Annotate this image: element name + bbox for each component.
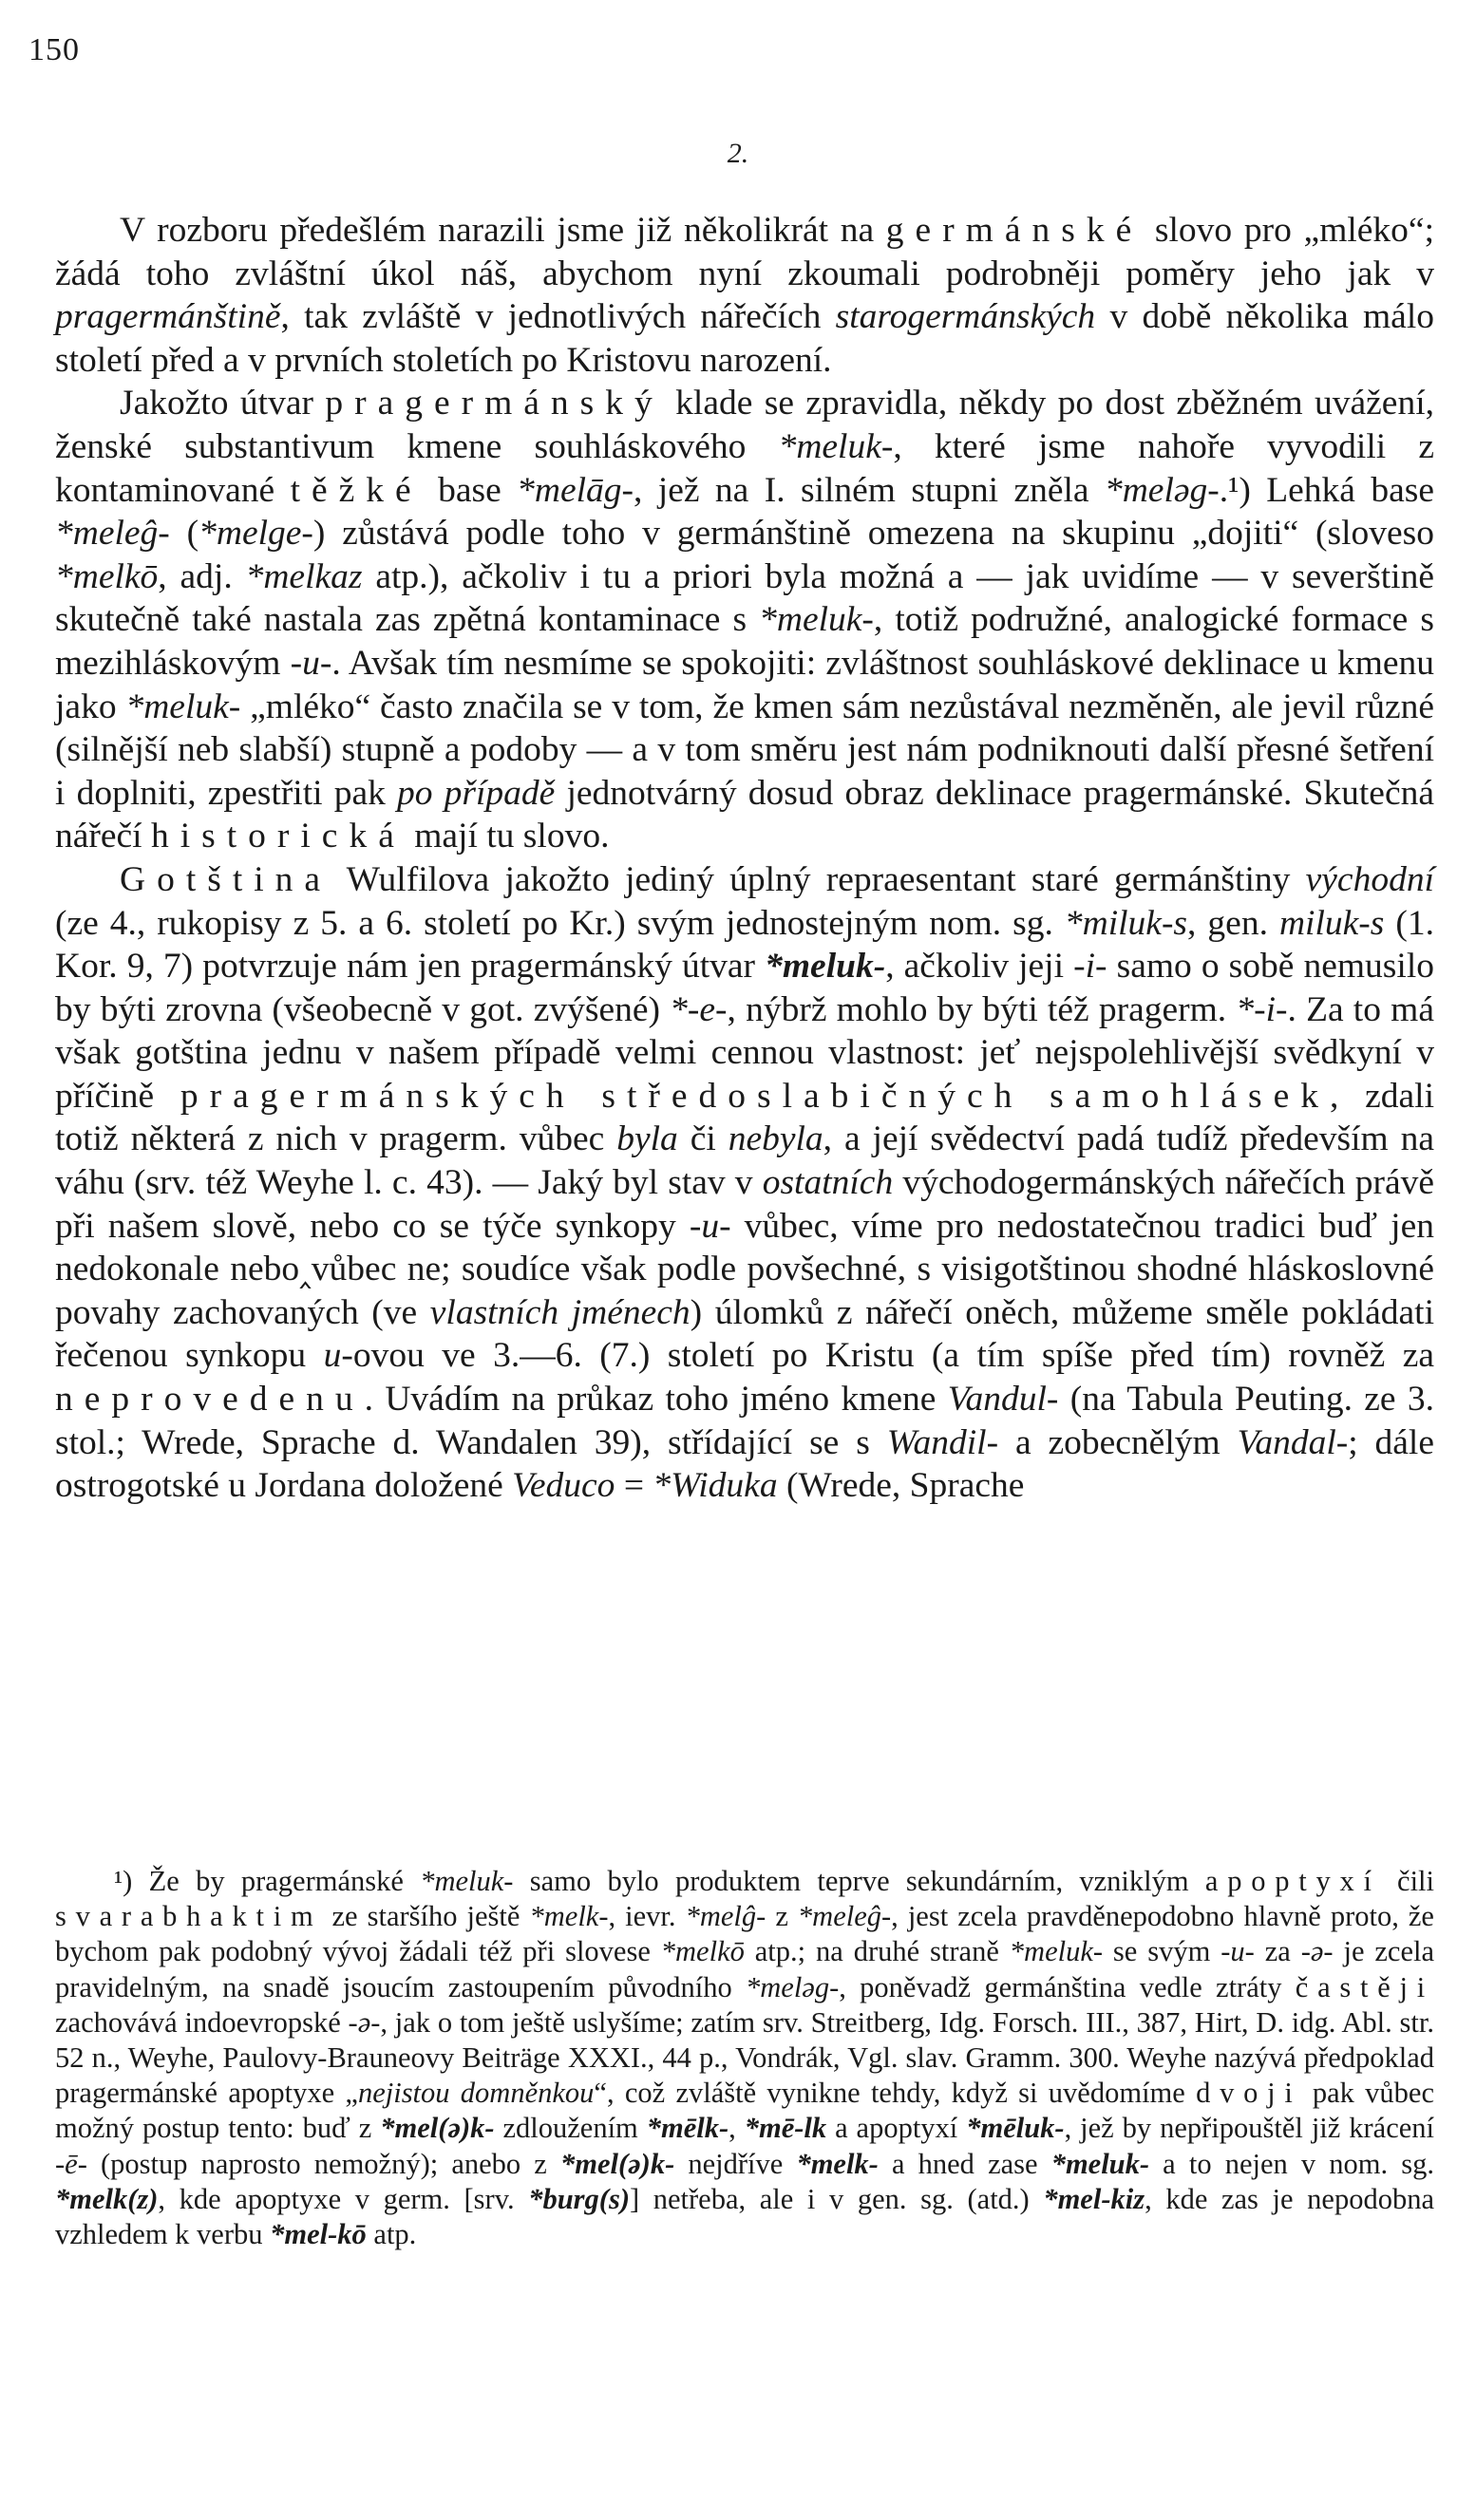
text-run: či: [677, 1119, 729, 1159]
text-run: Vandal-: [1237, 1422, 1349, 1462]
text-run: častěji: [1295, 1970, 1435, 2003]
text-run: *melĝ-: [685, 1900, 766, 1933]
text-run: východogermánských nářečích právě při našem slově, nebo co se týče synkopy: [55, 1163, 1434, 1246]
text-run: nejistou domněnkou: [357, 2077, 595, 2110]
text-run: *melkaz: [245, 556, 363, 596]
text-run: *meluk-: [1050, 2147, 1150, 2180]
text-run: , ačkoliv jeji: [885, 947, 1074, 987]
text-run: *Widuka: [653, 1466, 778, 1506]
text-run: , jak o tom ještě uslyšíme; zatím srv. Streitberg, Idg. Forsch. III., 387, Hirt, D. idg. Abl. str. 52 n., Weyhe, Paulovy-Brauneovy Beiträge XXXI., 44 p., Vondrák, Vgl. slav. Gramm. 300. Weyhe nazývá předpoklad pragermánské apoptyxe „: [55, 2005, 1434, 2110]
text-run: ze staršího ještě: [322, 1900, 530, 1933]
text-run: *melk-: [529, 1900, 609, 1933]
text-run: za: [1254, 1935, 1301, 1968]
text-run: dvoji: [1196, 2077, 1302, 2110]
text-run: nebyla: [728, 1119, 823, 1159]
text-run: *melkō: [660, 1935, 745, 1968]
text-run: , gen.: [1187, 903, 1279, 943]
text-run: , kde apoptyxe v germ. [srv.: [158, 2182, 529, 2215]
text-run: „mléko“ často značila se v tom, že kmen sám nezůstával nezměněn, ale jevil různé (silnější neb slabší) stupně a podoby — a v tom směru jest nám podniknouti další přesné šetření i doplniti, zpestřiti pak: [55, 686, 1434, 813]
text-run: pragermánský: [325, 384, 664, 423]
text-run: , adj.: [158, 556, 246, 596]
text-run: (Wrede, Sprache: [777, 1466, 1025, 1506]
text-run: , kde zas je nepodobna vzhledem k verbu: [55, 2182, 1434, 2251]
text-run: *-e-: [670, 989, 728, 1029]
text-run: neprovedenu: [55, 1380, 365, 1420]
text-run: “, což zvláště vynikne tehdy, když si uvědomíme: [594, 2077, 1197, 2110]
text-run: *mēlk-: [646, 2112, 729, 2145]
text-run: ) úlomků z nářečí oněch, můžeme směle pokládati řečenou synkopu: [55, 1292, 1434, 1376]
text-run: , poněvadž germánština vedle ztráty: [839, 1970, 1296, 2003]
text-run: atp.; na druhé straně: [744, 1935, 1010, 1968]
text-run: (postup naprosto nemožný); anebo z: [86, 2147, 560, 2180]
text-run: zachovává indoevropské: [55, 2005, 349, 2039]
text-run: , totiž podružné, analogické formace s mezihláskovým: [55, 600, 1434, 683]
section-heading: 2.: [727, 138, 749, 169]
text-run: a apoptyxí: [826, 2112, 967, 2145]
text-run: byla: [616, 1119, 678, 1159]
text-run: Veduco: [512, 1466, 615, 1506]
text-run: *melk(z): [55, 2182, 159, 2215]
text-run: *meluk-: [1009, 1935, 1104, 1968]
text-run: ; dále ostrogotské u Jordana doložené: [55, 1422, 1434, 1506]
text-run: germánské: [885, 211, 1144, 250]
text-run: *miluk-s: [1064, 903, 1188, 943]
text-run: u: [323, 1336, 342, 1376]
paragraph: [55, 209, 1434, 382]
text-run: (: [169, 514, 199, 554]
text-run: pragermánských: [180, 1076, 576, 1116]
text-run: , tak zvláště v jednotlivých nářečích: [280, 297, 836, 337]
text-run: *meleĝ-: [797, 1900, 892, 1933]
text-run: , jež by nepřipouštěl již krácení: [1064, 2112, 1434, 2145]
text-run: *mel-kō: [270, 2218, 367, 2251]
text-run: *melāg-: [517, 470, 634, 510]
paragraph: [55, 382, 1434, 858]
text-run: *mel(ə)k-: [380, 2112, 495, 2145]
text-run: *mel(ə)k-: [559, 2147, 675, 2180]
text-run: , zdali totiž některá z nich v pragerm. vůbec: [55, 1076, 1434, 1159]
text-run: *melge-: [199, 514, 313, 554]
text-run: pak vůbec možný postup tento: buď z: [55, 2077, 1434, 2145]
text-run: (1. Kor. 9, 7) potvrzuje nám jen pragermánský útvar: [55, 903, 1434, 987]
text-run: . Za to má však gotština jednu v našem případě velmi cennou vlastnost: jeť nejspolehlivější svědkyní v příčině: [55, 989, 1434, 1116]
text-run: samohlásek: [1050, 1076, 1331, 1116]
text-run: klade se zpravidla, někdy po dost zběžném uvážení, ženské substantivum kmene souhláskového: [55, 384, 1434, 466]
text-run: *meleĝ-: [55, 514, 170, 554]
text-run: ,: [729, 2112, 745, 2145]
text-run: *melkō: [55, 556, 159, 596]
text-run: nejdříve: [674, 2147, 797, 2180]
text-run: -u-: [689, 1206, 731, 1246]
text-run: pragermánštině: [55, 297, 281, 337]
text-run: *meləg-: [1104, 470, 1220, 510]
text-run: ostatních: [762, 1163, 894, 1203]
text-run: -ə-: [348, 2005, 381, 2039]
text-run: slovo pro „mléko“; žádá toho zvláštní úkol náš, abychom nyní zkoumali podrobněji poměry jeho jak v: [55, 211, 1434, 293]
text-run: starogermánských: [835, 297, 1096, 337]
text-run: , jest zcela pravděnepodobno hlavně proto, že bychom pak podobný vývoj žádali též při slovese: [55, 1900, 1434, 1968]
text-run: *meluk-: [778, 426, 894, 466]
text-run: . Avšak tím nesmíme se spokojiti: zvláštnost souhláskové deklinace u kmenu jako: [55, 643, 1435, 726]
text-run: *mel-kiz: [1043, 2182, 1145, 2215]
text-run: samo bylo produktem teprve sekundárním, vzniklým: [513, 1865, 1205, 1897]
text-run: (ze 4., rukopisy z 5. a 6. století po Kr.) svým jednostejným nom. sg.: [55, 903, 1065, 943]
text-run: , nýbrž mohlo by býti též pragerm.: [727, 989, 1237, 1029]
text-run: Vandul-: [947, 1380, 1059, 1420]
text-run: atp.), ačkoliv i tu a priori byla možná a — jak uvidíme — v severštině skutečně také nastala zas zpětná kontaminace s: [55, 556, 1434, 640]
main-text: [55, 209, 1434, 1508]
text-run: .¹) Lehká base: [1219, 470, 1434, 510]
text-run: vlastních jménech: [429, 1292, 691, 1332]
text-run: [576, 1077, 602, 1116]
text-run: Gotština: [120, 859, 332, 899]
text-run: a zobecnělým: [998, 1422, 1238, 1462]
text-run: po případě: [397, 773, 556, 813]
text-run: se svým: [1103, 1935, 1221, 1968]
text-run: , které jsme nahoře vyvodili z kontaminované: [55, 426, 1434, 510]
text-run: *meluk-: [420, 1865, 514, 1897]
text-run: mají tu slovo.: [405, 817, 610, 856]
text-run: *mēluk-: [966, 2112, 1065, 2145]
text-run: =: [615, 1466, 653, 1506]
text-run: Jakožto útvar: [120, 384, 326, 423]
text-run: ] netřeba, ale i v gen. sg. (atd.): [629, 2182, 1044, 2215]
text-run: V rozboru předešlém narazili jsme již několikrát na: [120, 211, 886, 250]
text-run: , jež na I. silném stupni zněla: [634, 470, 1105, 510]
text-run: -u-: [1221, 1935, 1255, 1968]
text-run: středoslabičných: [601, 1076, 1024, 1116]
text-run: , ievr.: [608, 1900, 686, 1933]
text-run: těžké: [290, 470, 423, 510]
text-run: atp.: [366, 2218, 417, 2251]
text-run: *meləg-: [746, 1970, 840, 2003]
footnote: [55, 1864, 1434, 2252]
text-run: , a její svědectví padá tudíž především na váhu (srv. též Weyhe l. c. 43). — Jaký byl stav v: [55, 1119, 1434, 1203]
text-run: v době několika málo století před a v prvních stoletích po Kristovu narození.: [55, 297, 1434, 380]
text-run: historická: [150, 817, 406, 856]
text-run: *mē-lk: [744, 2112, 827, 2145]
text-run: -i-: [1073, 947, 1107, 987]
text-run: je zcela pravidelným, na snadě jsoucím zastoupením původního: [55, 1935, 1435, 2003]
text-run: miluk-s: [1278, 903, 1385, 943]
text-run: -ə-: [1300, 1935, 1334, 1968]
text-run: z: [766, 1900, 798, 1933]
text-run: [1023, 1077, 1050, 1116]
text-run: zdloužením: [494, 2112, 647, 2145]
text-run: *meluk-: [765, 947, 886, 987]
text-run: ) zůstává podle toho v germánštině omezena na skupinu „dojiti“ (sloveso: [312, 514, 1434, 554]
text-run: -u-: [290, 643, 332, 683]
text-run: svarabhaktim: [55, 1900, 323, 1933]
text-run: jednotvárný dosud obraz deklinace pragermánské. Skutečná nářečí: [55, 773, 1434, 856]
text-run: východní: [1305, 859, 1434, 899]
text-run: a hned zase: [878, 2147, 1051, 2180]
page-number: 150: [28, 32, 80, 67]
text-run: *meluk-: [759, 600, 874, 640]
text-run: (na Tabula Peuting. ze 3. stol.; Wrede, Sprache d. Wandalen 39), střídající se s: [55, 1380, 1435, 1462]
text-run: -ovou ve 3.—6. (7.) století po Kristu (a tím spíše před tím) rovněž za: [341, 1336, 1435, 1376]
text-run: samo o sobě nemusilo by býti zrovna (všeobecně v got. zvýšené): [55, 947, 1434, 1029]
text-run: a to nejen v nom. sg.: [1149, 2147, 1434, 2180]
text-run: čili: [1380, 1865, 1434, 1897]
text-run: -ē-: [55, 2147, 87, 2180]
text-run: vůbec, víme pro nedostatečnou tradici buď jen nedokonale nebo‸vůbec ne; soudíce však podle povšechné, s visigotštinou shodné hláskoslovné povahy zachovaných (ve: [55, 1206, 1434, 1332]
paragraph: [55, 858, 1434, 1508]
footnotes: [55, 1864, 1434, 2252]
text-run: ¹) Že by pragermánské: [114, 1865, 421, 1897]
text-run: *melk-: [796, 2147, 879, 2180]
text-run: . Uvádím na průkaz toho jméno kmene: [364, 1380, 948, 1420]
text-run: Wandil-: [886, 1422, 999, 1462]
text-run: *meluk-: [125, 686, 241, 726]
text-run: base: [422, 470, 518, 510]
text-run: apoptyxí: [1204, 1865, 1381, 1897]
text-run: *burg(s): [528, 2182, 630, 2215]
text-run: Wulfilova jakožto jediný úplný repraesentant staré germánštiny: [331, 859, 1306, 899]
text-run: *-i-: [1236, 989, 1288, 1029]
